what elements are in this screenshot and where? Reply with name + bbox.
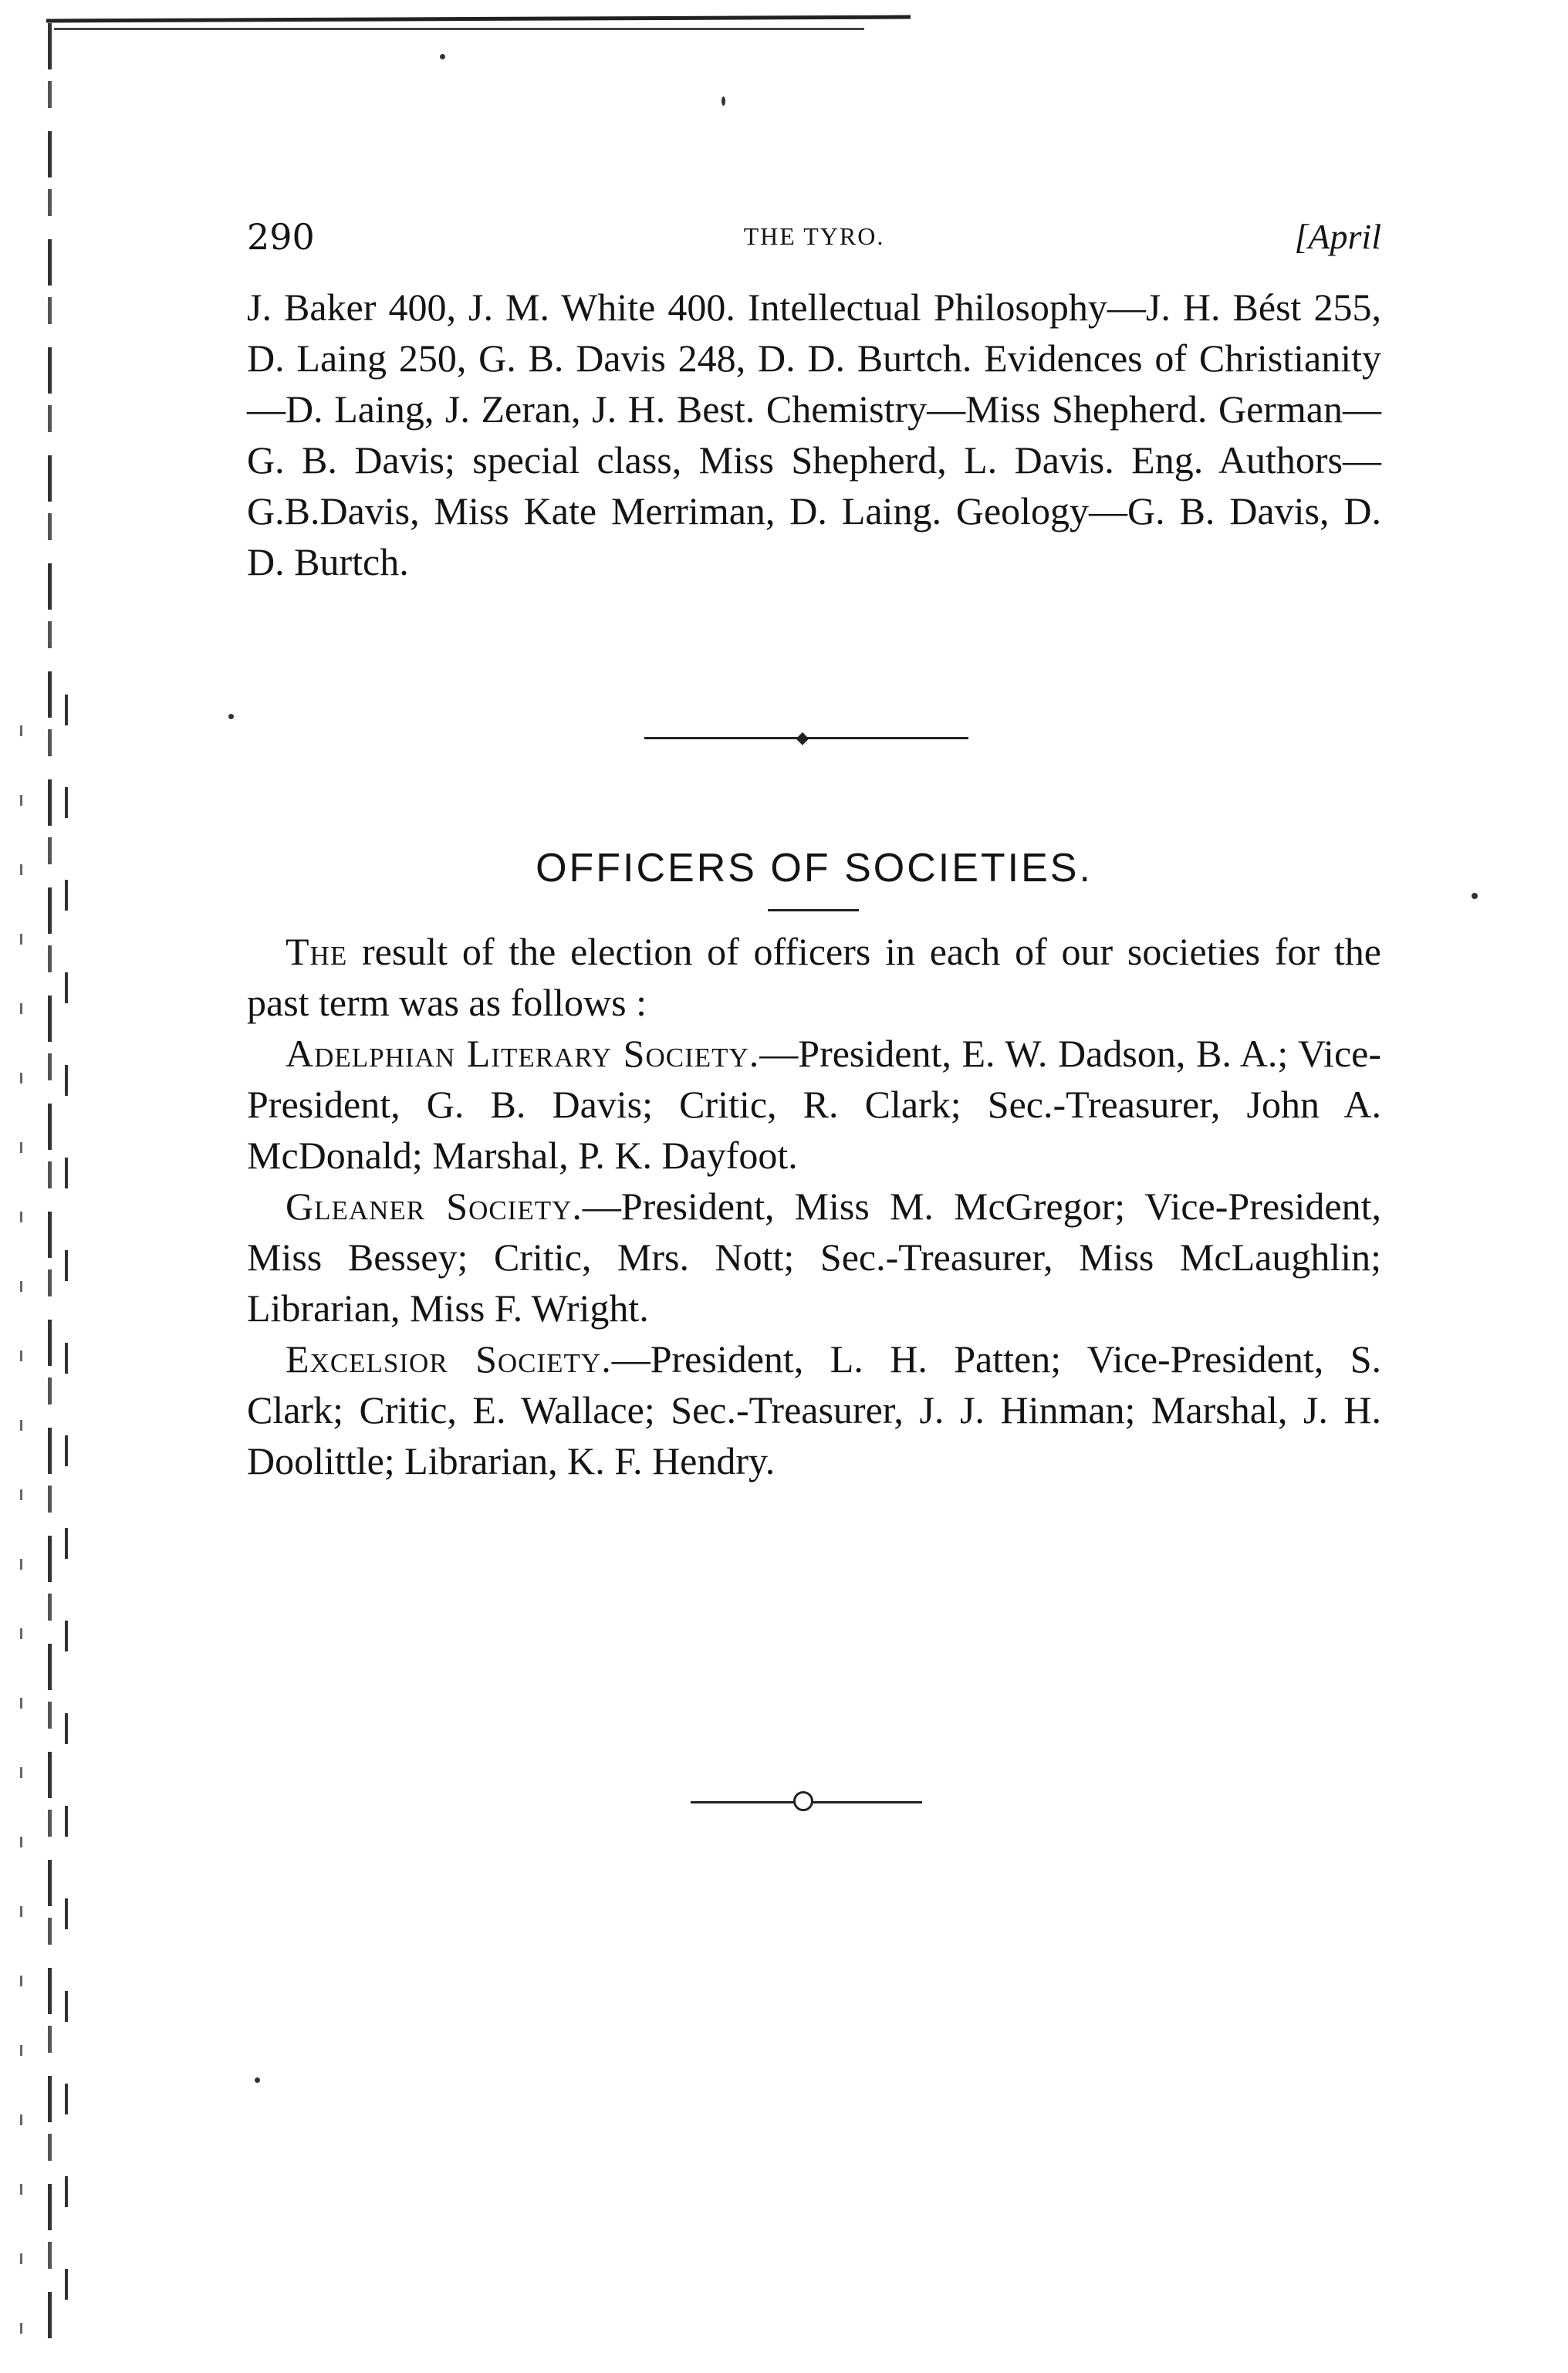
scan-top-rule (46, 15, 911, 23)
exam-results-paragraph: J. Baker 400, J. M. White 400. Intellectual Philosophy—J. H. Bést 255, D. Laing 250, G. B. Davis 248, D. D. Burtch. Evidences of Christianity—D. Laing, J. Zeran, J. H. Best. Chemistry—Miss Shepherd. German—G. B. Davis; special class, Miss Shepherd, L. Davis. Eng. Authors—G.B.Davis, Miss Kate Merriman, D. Laing. Geology—G. B. Davis, D. D. Burtch. (247, 286, 1381, 583)
scan-speck (721, 96, 725, 106)
officers-block (247, 926, 1381, 1486)
running-head (247, 216, 1381, 262)
intro-text: result of the election of officers in each of our societies for the past term was as follows : (247, 930, 1381, 1024)
society-officers: —President, L. H. Patten; Vice-President, S. Clark; Critic, E. Wallace; Sec.-Treasurer, J. J. Hinman; Marshal, J. H. Doolittle; Librarian, K. F. Hendry. (247, 1337, 1382, 1482)
intro-lead-word: The (286, 930, 348, 973)
society-officers: —President, Miss M. McGregor; Vice-President, Miss Bessey; Critic, Mrs. Nott; Sec.-Treasurer, Miss McLaughlin; Librarian, Miss F. Wright. (247, 1185, 1381, 1330)
scan-speck (228, 714, 234, 719)
divider-ornament: ◆ (796, 728, 809, 747)
society-name: Gleaner Society. (286, 1185, 583, 1228)
issue-month: [April (1294, 217, 1381, 256)
heading-underline (768, 909, 859, 911)
scan-speck (440, 54, 445, 59)
page-number: 290 (247, 216, 315, 258)
society-paragraph (247, 1181, 1381, 1334)
scan-top-rule-secondary (54, 28, 864, 30)
scan-left-edge (48, 23, 52, 2338)
society-paragraph (247, 1334, 1381, 1486)
scan-speck (1472, 893, 1478, 899)
intro-paragraph (247, 926, 1381, 1028)
society-paragraph (247, 1028, 1381, 1181)
scan-speck (255, 2077, 260, 2083)
end-divider-ornament (793, 1791, 813, 1811)
scan-left-edge-specks (20, 725, 22, 2346)
society-name: Adelphian Literary Society. (286, 1032, 760, 1075)
scan-left-edge-marks (65, 695, 68, 2354)
journal-title: THE TYRO. (743, 222, 885, 250)
society-name: Excelsior Society. (286, 1337, 612, 1381)
society-officers: —President, E. W. Dadson, B. A.; Vice-President, G. B. Davis; Critic, R. Clark; Sec.-Treasurer, John A. McDonald; Marshal, P. K. Dayfoot. (247, 1032, 1381, 1177)
exam-results-block (247, 282, 1381, 587)
section-heading: OFFICERS OF SOCIETIES. (536, 846, 1093, 891)
